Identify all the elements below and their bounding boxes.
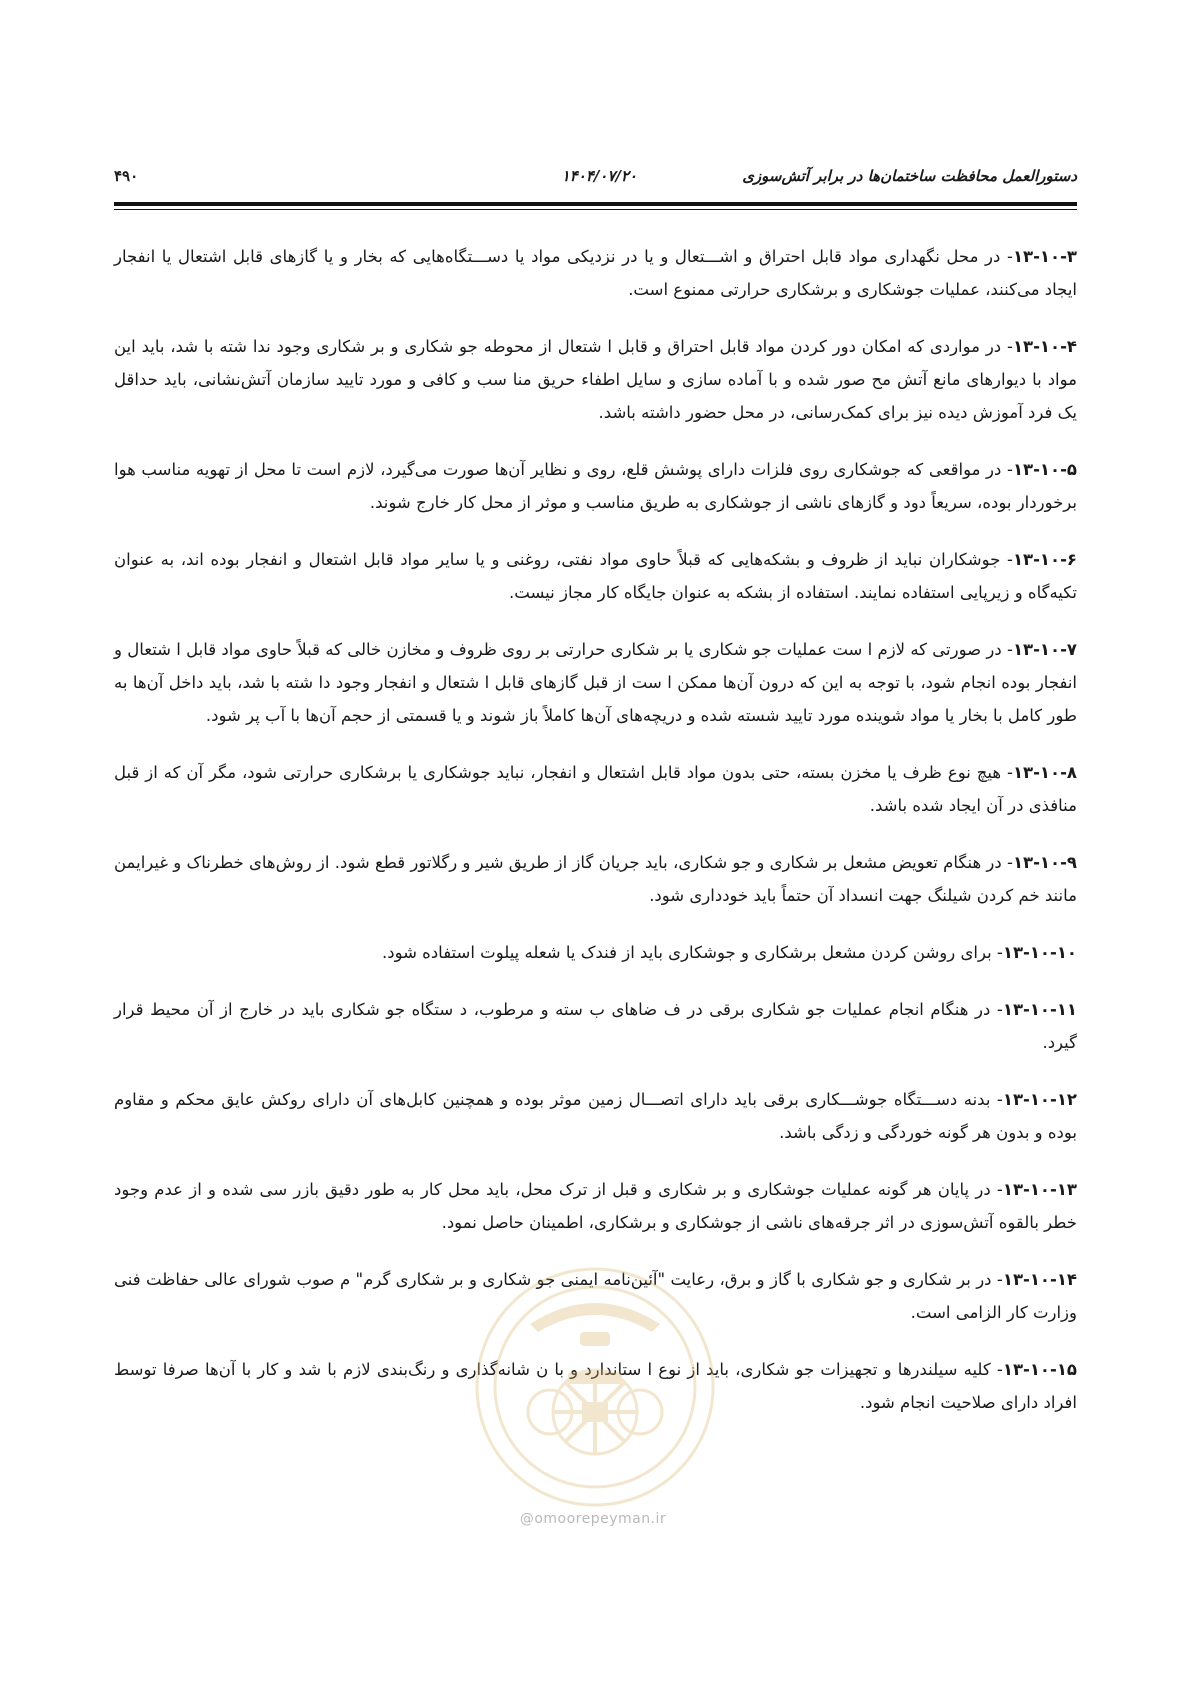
clause-paragraph (114, 330, 1077, 429)
header-rule-thin (114, 209, 1077, 210)
clause-text: - در هنگام تعویض مشعل بر شکاری و جو شکاری، باید جریان گاز از طریق شیر و رگلاتور قطع شود. از روش‌های خطرناک و غیرایمن مانند خم کردن شیلنگ جهت انسداد آن حتماً باید خودداری شود. (114, 853, 1077, 905)
clause-text: - در مواردی که امکان دور کردن مواد قابل احتراق و قابل ا شتعال از محوطه جو شکاری و بر شکاری وجود ندا شته با شد، باید این مواد با دیوارهای مانع آتش مح صور شده و با آماده سازی و سایل اطفاء حریق منا سب و کافی و مورد تایید سازمان آتش‌نشانی، باید حداقل یک فرد آموزش دیده نیز برای کمک‌رسانی، در محل حضور داشته باشد. (114, 337, 1077, 422)
clause-number: ۱۳-۱۰-۱۲ (1002, 1090, 1077, 1109)
clause-paragraph (114, 1173, 1077, 1239)
clause-text: - برای روشن کردن مشعل برشکاری و جوشکاری باید از فندک یا شعله پیلوت استفاده شود. (381, 943, 1003, 962)
clause-paragraph (114, 1353, 1077, 1419)
clause-text: - جوشکاران نباید از ظروف و بشکه‌هایی که قبلاً حاوی مواد نفتی، روغنی و یا سایر مواد قابل اشتعال و انفجار بوده اند، به عنوان تکیه‌گاه و زیرپایی استفاده نمایند. استفاده از بشکه به عنوان جایگاه کار مجاز نیست. (114, 550, 1077, 602)
clause-text: - در محل نگهداری مواد قابل احتراق و اشـــتعال و یا در نزدیکی مواد یا دســـتگاه‌هایی که بخار و یا گازهای قابل اشتعال یا انفجار ایجاد می‌کنند، عملیات جوشکاری و برشکاری حرارتی ممنوع است. (114, 247, 1077, 299)
clause-paragraph (114, 543, 1077, 609)
clause-number: ۱۳-۱۰-۱۳ (1002, 1180, 1077, 1199)
clause-text: - کلیه سیلندرها و تجهیزات جو شکاری، باید از نوع ا ستاندارد و با ن شانه‌گذاری و رنگ‌بندی لازم با شد و کار با آن‌ها صرفا توسط افراد دارای صلاحیت انجام شود. (114, 1360, 1077, 1412)
running-header (114, 165, 1077, 193)
clause-paragraph (114, 633, 1077, 732)
header-rule-thick (114, 202, 1077, 206)
clause-paragraph (114, 1263, 1077, 1329)
clause-number: ۱۳-۱۰-۸ (1012, 763, 1077, 782)
clause-paragraph (114, 846, 1077, 912)
clause-paragraph (114, 240, 1077, 306)
header-date: ۱۴۰۴/۰۷/۲۰ (561, 167, 637, 185)
clause-paragraph (114, 936, 1077, 969)
clause-text: - در هنگام انجام عملیات جو شکاری برقی در ف ضاهای ب سته و مرطوب، د ستگاه جو شکاری باید در خارج از آن محیط قرار گیرد. (114, 1000, 1077, 1052)
clause-number: ۱۳-۱۰-۳ (1012, 247, 1077, 266)
clause-number: ۱۳-۱۰-۹ (1012, 853, 1077, 872)
clause-text: - بدنه دســـتگاه جوشـــکاری برقی باید دارای اتصـــال زمین موثر بوده و همچنین کابل‌های آن دارای روکش عایق محکم و مقاوم بوده و بدون هر گونه خوردگی و زدگی باشد. (114, 1090, 1077, 1142)
clause-number: ۱۳-۱۰-۱۵ (1002, 1360, 1077, 1379)
clause-text: - در بر شکاری و جو شکاری با گاز و برق، رعایت "آئین‌نامه ایمنی جو شکاری و بر شکاری گرم" م صوب شورای عالی حفاظت فنی وزارت کار الزامی است. (114, 1270, 1077, 1322)
clause-list (114, 240, 1077, 1443)
clause-number: ۱۳-۱۰-۱۱ (1002, 1000, 1077, 1019)
clause-number: ۱۳-۱۰-۱۰ (1002, 943, 1077, 962)
clause-paragraph (114, 756, 1077, 822)
clause-number: ۱۳-۱۰-۷ (1012, 640, 1077, 659)
page-number: ۴۹۰ (114, 167, 139, 185)
watermark-site-text: @omoorepeyman.ir (519, 1511, 667, 1527)
clause-number: ۱۳-۱۰-۱۴ (1002, 1270, 1077, 1289)
clause-text: - هیچ نوع ظرف یا مخزن بسته، حتی بدون مواد قابل اشتعال و انفجار، نباید جوشکاری یا برشکاری حرارتی شود، مگر آن که از قبل منافذی در آن ایجاد شده باشد. (114, 763, 1077, 815)
clause-paragraph (114, 993, 1077, 1059)
clause-paragraph (114, 1083, 1077, 1149)
clause-text: - در صورتی که لازم ا ست عملیات جو شکاری یا بر شکاری حرارتی بر روی ظروف و مخازن خالی که قبلاً حاوی مواد قابل ا شتعال و انفجار بوده انجام شود، با توجه به این که درون آن‌ها ممکن ا ست از قبل گازهای قابل ا شتعال و انفجار وجود دا شته با شد، باید داخل آن‌ها به طور کامل با بخار یا مواد شوینده مورد تایید شسته شده و دریچه‌های آن‌ها کاملاً باز شوند و یا قسمتی از حجم آن‌ها با آب پر شود. (114, 640, 1077, 725)
clause-text: - در پایان هر گونه عملیات جوشکاری و بر شکاری و قبل از ترک محل، باید محل کار به طور دقیق بازر سی شده و از عدم وجود خطر بالقوه آتش‌سوزی در اثر جرقه‌های ناشی از جوشکاری و برشکاری، اطمینان حاصل نمود. (114, 1180, 1077, 1232)
clause-number: ۱۳-۱۰-۴ (1012, 337, 1077, 356)
clause-text: - در مواقعی که جوشکاری روی فلزات دارای پوشش قلع، روی و نظایر آن‌ها صورت می‌گیرد، لازم است تا محل از تهویه مناسب هوا برخوردار بوده، سریعاً دود و گازهای ناشی از جوشکاری به طریق مناسب و موثر از محل کار خارج شوند. (114, 460, 1077, 512)
clause-paragraph (114, 453, 1077, 519)
clause-number: ۱۳-۱۰-۵ (1012, 460, 1077, 479)
header-title: دستورالعمل محافظت ساختمان‌ها در برابر آتش‌سوزی (742, 167, 1077, 185)
clause-number: ۱۳-۱۰-۶ (1012, 550, 1077, 569)
